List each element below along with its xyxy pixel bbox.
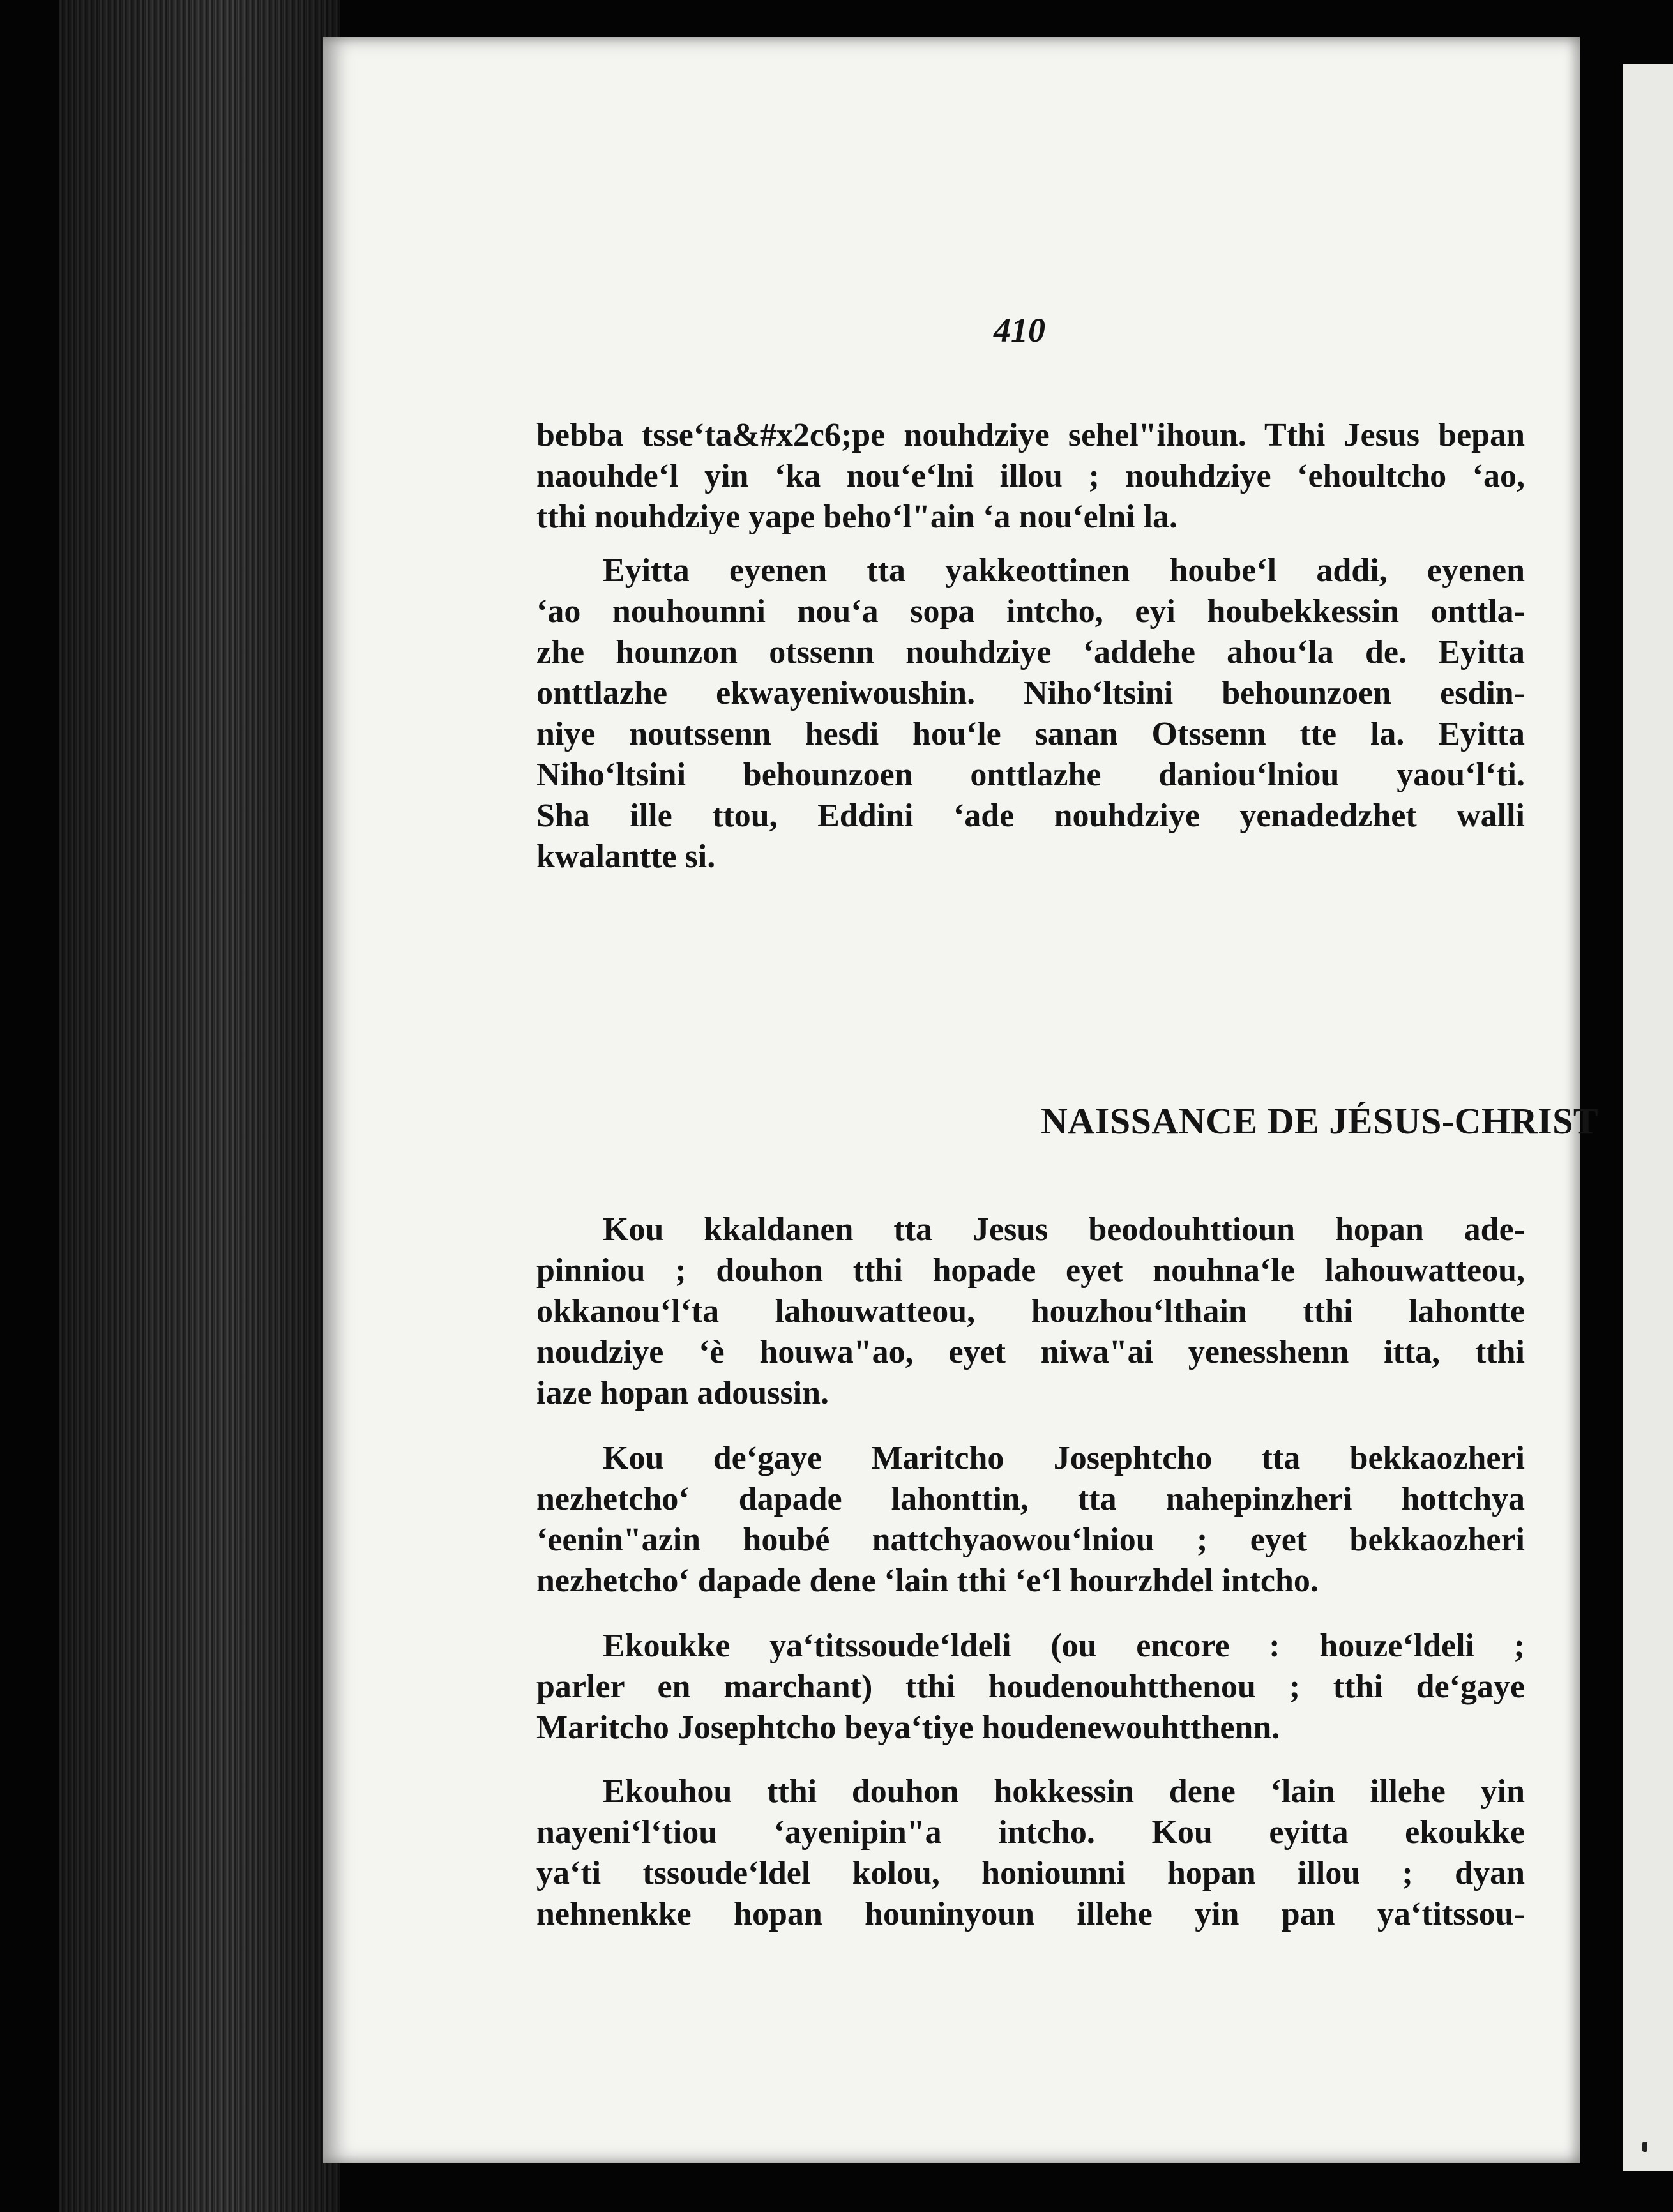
paragraph-3 <box>536 1209 1525 1414</box>
paragraph-4 <box>536 1438 1525 1602</box>
text-line: ya‘ti tssoude‘ldel kolou, honiounni hopan illou ; dyan <box>536 1855 1525 1891</box>
text-line: Niho‘ltsini behounzoen onttlazhe daniou‘lniou yaou‘l‘ti. <box>536 757 1525 793</box>
text-line: ‘eenin"azin houbé nattchyaowou‘lniou ; eyet bekkaozheri <box>536 1522 1525 1558</box>
text-line: Maritcho Josephtcho beya‘tiye houdenewouhtthenn. <box>536 1709 1280 1746</box>
section-heading: NAISSANCE DE JÉSUS-CHRIST <box>1041 1100 1599 1142</box>
text-line: iaze hopan adoussin. <box>536 1375 829 1411</box>
book-edge-shadow <box>59 0 340 2212</box>
text-line: bebba tsse‘ta&#x2c6;pe nouhdziye sehel"ihoun. Tthi Jesus bepan <box>536 417 1525 453</box>
adjacent-page-sliver <box>1623 64 1673 2171</box>
text-line: niye noutssenn hesdi hou‘le sanan Otssenn tte la. Eyitta <box>536 716 1525 752</box>
text-line: zhe hounzon otssenn nouhdziye ‘addehe ahou‘la de. Eyitta <box>536 634 1525 670</box>
paragraph-6 <box>536 1771 1525 1935</box>
text-line: nezhetcho‘ dapade dene ‘lain tthi ‘e‘l hourzhdel intcho. <box>536 1563 1319 1599</box>
paragraph-5 <box>536 1626 1525 1748</box>
text-line: Kou kkaldanen tta Jesus beodouhttioun hopan ade- <box>603 1211 1525 1248</box>
page-number: 410 <box>994 311 1045 349</box>
text-line: tthi nouhdziye yape beho‘l"ain ‘a nou‘elni la. <box>536 499 1178 535</box>
text-line: kwalantte si. <box>536 838 716 875</box>
text-line: Ekoukke ya‘titssoude‘ldeli (ou encore : houze‘ldeli ; <box>603 1628 1525 1664</box>
text-line: onttlazhe ekwayeniwoushin. Niho‘ltsini behounzoen esdin- <box>536 675 1525 711</box>
text-line: naouhde‘l yin ‘ka nou‘e‘lni illou ; nouhdziye ‘ehoultcho ‘ao, <box>536 458 1525 494</box>
paragraph-1 <box>536 415 1525 538</box>
ink-speck <box>1642 2142 1647 2152</box>
text-line: okkanou‘l‘ta lahouwatteou, houzhou‘lthain tthi lahontte <box>536 1293 1525 1329</box>
text-line: ‘ao nouhounni nou‘a sopa intcho, eyi houbekkessin onttla- <box>536 593 1525 630</box>
text-line: noudziye ‘è houwa"ao, eyet niwa"ai yenesshenn itta, tthi <box>536 1334 1525 1370</box>
text-line: parler en marchant) tthi houdenouhtthenou ; tthi de‘gaye <box>536 1669 1525 1705</box>
text-line: Eyitta eyenen tta yakkeottinen hoube‘l addi, eyenen <box>603 552 1525 589</box>
text-line: nehnenkke hopan houninyoun illehe yin pan ya‘titssou- <box>536 1896 1525 1932</box>
text-line: nayeni‘l‘tiou ‘ayenipin"a intcho. Kou eyitta ekoukke <box>536 1814 1525 1851</box>
paragraph-2 <box>536 550 1525 877</box>
text-line: pinniou ; douhon tthi hopade eyet nouhna‘le lahouwatteou, <box>536 1252 1525 1289</box>
page-sheet <box>323 37 1599 2163</box>
text-line: Sha ille ttou, Eddini ‘ade nouhdziye yenadedzhet walli <box>536 798 1525 834</box>
text-line: Ekouhou tthi douhon hokkessin dene ‘lain illehe yin <box>603 1773 1525 1810</box>
text-line: Kou de‘gaye Maritcho Josephtcho tta bekkaozheri <box>603 1440 1525 1476</box>
text-line: nezhetcho‘ dapade lahonttin, tta nahepinzheri hottchya <box>536 1481 1525 1517</box>
